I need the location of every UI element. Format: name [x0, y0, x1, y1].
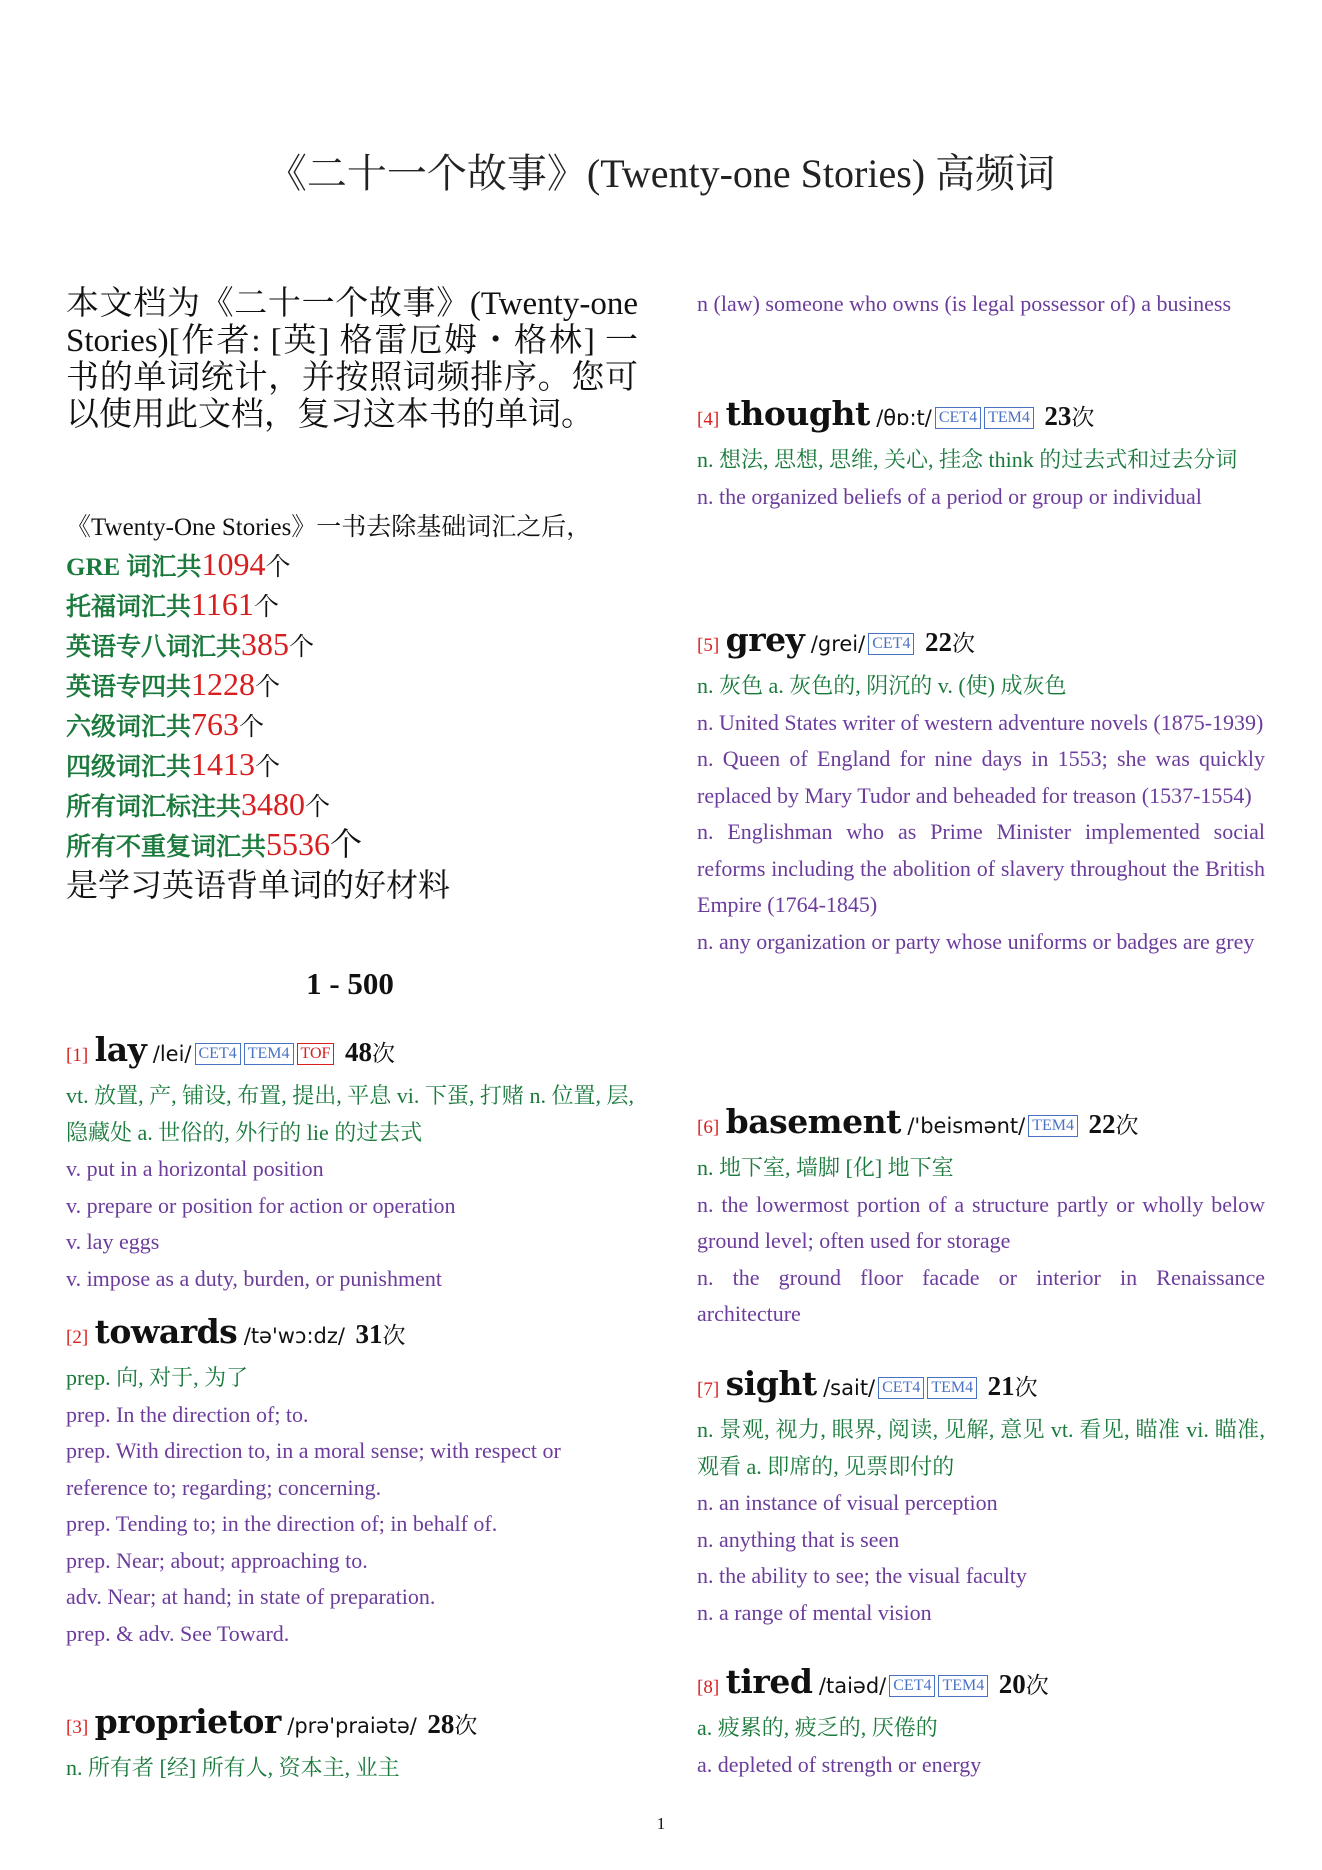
entry-head: [8] tired /taiəd/ CET4 TEM4 20次	[697, 1662, 1049, 1701]
entry-cn-definition: vt. 放置, 产, 铺设, 布置, 提出, 平息 vi. 下蛋, 打赌 n. 位置, 层, 隐藏处 a. 世俗的, 外行的 lie 的过去式	[66, 1083, 634, 1145]
entry-continuation	[697, 286, 1265, 323]
entry-count: 31	[355, 1319, 383, 1349]
entry-count: 23	[1044, 401, 1072, 431]
entry-word: sight	[725, 1364, 817, 1403]
stat-cet6: 六级词汇共763个	[66, 706, 265, 742]
stat-tem8: 英语专八词汇共385个	[66, 626, 315, 662]
entry-en-definition: prep. With direction to, in a moral sense; with respect or	[66, 1438, 561, 1463]
tag-badge: CET4	[889, 1675, 935, 1697]
entry-en-definition: n. the lowermost portion of a structure partly or wholly below ground level; often used for storage	[697, 1191, 1265, 1253]
entry-cn-definition: n. 想法, 思想, 思维, 关心, 挂念 think 的过去式和过去分词	[697, 447, 1238, 472]
entry-count: 28	[427, 1709, 455, 1739]
entry-en-definition: reference to; regarding; concerning.	[66, 1474, 382, 1500]
entry-cn-definition: a. 疲累的, 疲乏的, 厌倦的	[697, 1715, 938, 1740]
stat-gre: GRE 词汇共1094个	[66, 546, 291, 582]
entry-head: [6] basement /'beismənt/ TEM4 22次	[697, 1102, 1139, 1141]
entry-cn-definition: n. 景观, 视力, 眼界, 阅读, 见解, 意见 vt. 看见, 瞄准 vi. 瞄准, 观看 a. 即席的, 见票即付的	[697, 1417, 1265, 1479]
stat-toefl: 托福词汇共1161个	[66, 586, 279, 622]
entry-rank: [4]	[697, 409, 720, 430]
entry-en-definition: n. a range of mental vision	[697, 1599, 932, 1625]
entry-head: [5] grey /grei/ CET4 22次	[697, 620, 975, 659]
entry-count: 20	[998, 1669, 1026, 1699]
entry-en-definition: n. the organized beliefs of a period or group or individual	[697, 483, 1202, 509]
entry-en-definition: v. impose as a duty, burden, or punishment	[66, 1265, 442, 1291]
entry-rank: [2]	[66, 1327, 89, 1348]
entry-cn-definition: n. 所有者 [经] 所有人, 资本主, 业主	[66, 1755, 400, 1780]
word-entry	[66, 1700, 634, 1787]
entry-count: 22	[924, 627, 952, 657]
word-entry	[697, 392, 1265, 515]
entry-word: grey	[725, 620, 805, 659]
entry-rank: [5]	[697, 635, 720, 656]
entry-rank: [3]	[66, 1717, 89, 1738]
stat-unique: 所有不重复词汇共5536个	[66, 826, 363, 862]
entry-ipa: /prə'praiətə/	[287, 1714, 417, 1738]
entry-en-definition: prep. Near; about; approaching to.	[66, 1547, 368, 1573]
vocabulary-stats	[66, 510, 646, 904]
entry-en-definition: prep. In the direction of; to.	[66, 1401, 309, 1427]
entry-ipa: /'beismənt/	[907, 1114, 1026, 1138]
page-title: 《二十一个故事》(Twenty-one Stories) 高频词	[266, 151, 1056, 196]
entry-rank: [8]	[697, 1677, 720, 1698]
entry-count: 48	[344, 1037, 372, 1067]
entry-head: [2] towards /tə'wɔ:dz/ 31次	[66, 1312, 406, 1351]
entry-head: [7] sight /sait/ CET4 TEM4 21次	[697, 1364, 1038, 1403]
entry-ipa: /grei/	[810, 632, 866, 656]
word-entry	[66, 1028, 634, 1297]
tag-badge: CET4	[195, 1043, 241, 1065]
intro-paragraph: 本文档为《二十一个故事》(Twenty-one Stories)[作者: [英] 格雷厄姆・格林] 一书的单词统计，并按照词频排序。您可以使用此文档，复习这本书的单词。	[66, 286, 638, 433]
entry-ipa: /tə'wɔ:dz/	[243, 1324, 345, 1348]
entry-rank: [1]	[66, 1045, 89, 1066]
page-number: 1	[656, 1814, 666, 1833]
entry-en-definition: prep. & adv. See Toward.	[66, 1620, 290, 1646]
entry-en-definition: n. anything that is seen	[697, 1526, 900, 1552]
entry-en-definition: v. prepare or position for action or operation	[66, 1192, 456, 1218]
entry-ipa: /taiəd/	[818, 1674, 887, 1698]
entry-en-definition: n. Englishman who as Prime Minister implemented social reforms including the abolition of slavery throughout the British Empire (1764-1845)	[697, 819, 1265, 917]
entry-ipa: /lei/	[152, 1042, 192, 1066]
word-entry	[66, 1310, 634, 1652]
entry-word: proprietor	[94, 1702, 281, 1741]
word-entry	[697, 618, 1265, 960]
entry-word: lay	[94, 1030, 147, 1069]
tag-badge: CET4	[878, 1377, 924, 1399]
tag-badge: TEM4	[984, 407, 1034, 429]
stat-tem4: 英语专四共1228个	[66, 666, 281, 702]
entry-word: towards	[94, 1312, 238, 1351]
tag-badge: TOF	[297, 1043, 335, 1065]
stat-all-tagged: 所有词汇标注共3480个	[66, 786, 331, 822]
entry-en-definition: n. an instance of visual perception	[697, 1490, 998, 1515]
entry-en-definition: adv. Near; at hand; in state of preparation.	[66, 1584, 436, 1609]
entry-en-definition: prep. Tending to; in the direction of; in behalf of.	[66, 1511, 498, 1536]
tag-badge: TEM4	[1028, 1115, 1078, 1137]
entry-ipa: /θɒ:t/	[876, 406, 932, 430]
entry-head: [3] proprietor /prə'praiətə/ 28次	[66, 1702, 478, 1741]
entry-word: thought	[725, 394, 870, 433]
entry-en-definition: n. the ground floor facade or interior in Renaissance architecture	[697, 1264, 1265, 1326]
entry-en-definition: n. any organization or party whose uniforms or badges are grey	[697, 928, 1255, 954]
word-entry	[697, 1660, 1265, 1783]
entry-en-definition: a. depleted of strength or energy	[697, 1751, 982, 1777]
entry-cn-definition: prep. 向, 对于, 为了	[66, 1365, 249, 1390]
tag-badge: CET4	[868, 633, 914, 655]
word-entry	[697, 1100, 1265, 1333]
entry-word: basement	[725, 1102, 901, 1141]
stats-closing: 是学习英语背单词的好材料	[66, 867, 451, 903]
word-entry	[697, 1362, 1265, 1631]
entry-en-definition: n. United States writer of western adventure novels (1875-1939)	[697, 709, 1264, 735]
entry-cn-definition: n. 地下室, 墙脚 [化] 地下室	[697, 1155, 954, 1180]
entry-cn-definition: n. 灰色 a. 灰色的, 阴沉的 v. (使) 成灰色	[697, 673, 1067, 698]
entry-rank: [6]	[697, 1117, 720, 1138]
tag-badge: TEM4	[927, 1377, 977, 1399]
entry-en-definition: v. put in a horizontal position	[66, 1156, 324, 1181]
entry-ipa: /sait/	[823, 1376, 876, 1400]
stat-cet4: 四级词汇共1413个	[66, 746, 281, 782]
entry-word: tired	[725, 1662, 813, 1701]
entry-rank: [7]	[697, 1379, 720, 1400]
entry-head: [4] thought /θɒ:t/ CET4 TEM4 23次	[697, 394, 1095, 433]
entry-count: 22	[1088, 1109, 1116, 1139]
entry-en-definition: v. lay eggs	[66, 1229, 160, 1254]
entry-en-definition: n. Queen of England for nine days in 1553; she was quickly replaced by Mary Tudor and beheaded for treason (1537-1554)	[697, 746, 1265, 808]
stats-lead: 《Twenty-One Stories》一书去除基础词汇之后，	[66, 514, 592, 541]
entry-en-definition: n (law) someone who owns (is legal possessor of) a business	[697, 291, 1232, 316]
section-heading: 1 - 500	[306, 966, 394, 1001]
tag-badge: CET4	[935, 407, 981, 429]
tag-badge: TEM4	[938, 1675, 988, 1697]
entry-head: [1] lay /lei/ CET4 TEM4 TOF 48次	[66, 1030, 395, 1069]
entry-en-definition: n. the ability to see; the visual faculty	[697, 1563, 1027, 1588]
entry-count: 21	[987, 1371, 1015, 1401]
tag-badge: TEM4	[244, 1043, 294, 1065]
